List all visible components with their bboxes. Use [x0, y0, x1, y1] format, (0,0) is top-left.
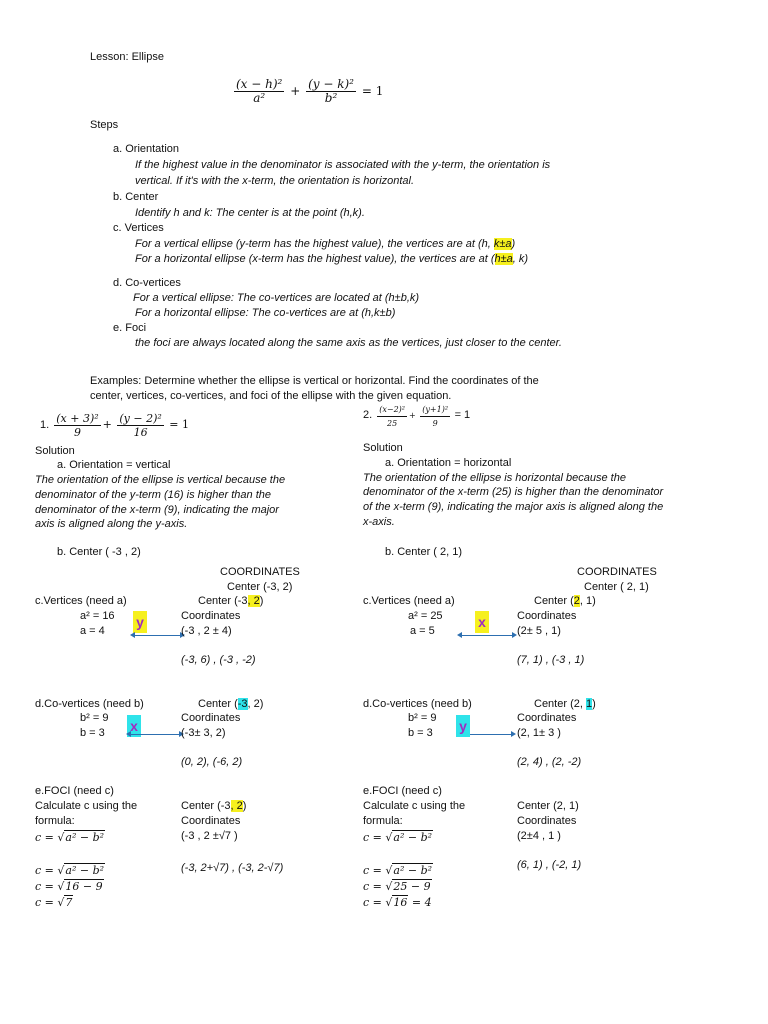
step-foci-title: e. Foci — [113, 322, 147, 334]
example-1-a-value: a = 4 — [80, 625, 105, 637]
example-2-foci-label: e.FOCI (need c) — [363, 785, 442, 797]
ellipse-formula: $\frac{\text{(x − h)²}}{\text{a²}}$ + $\frac{\text{(y − k)²}}{\text{b²}}$ = 1 — [236, 77, 384, 105]
example-2-equation: 2. $\frac{\text{(x−2)²}}{25}$ + $\frac{\text{(y+1)²}}{9}$ = 1 — [363, 404, 471, 428]
example-1-c-eq-4: c = √7 — [35, 896, 73, 909]
example-2-expl-2: denominator of the x-term (25) is higher than the denominator — [363, 486, 664, 498]
step-covertices-title: d. Co-vertices — [113, 277, 181, 289]
example-1-expl-3: denominator of the x-term (9), indicating the major — [35, 504, 279, 516]
example-2-foci-formula-word: formula: — [363, 815, 403, 827]
step-orientation-text-1: If the highest value in the denominator is associated with the y-term, the orientation is — [135, 159, 551, 171]
example-2-center-step: b. Center ( 2, 1) — [385, 546, 463, 558]
example-2-vertices-coords-label: Coordinates — [517, 610, 577, 622]
example-1-foci-center: Center (-3, 2) — [181, 800, 247, 812]
example-1-equation: 1. $\frac{\text{(x + 3)²}}{9}$ + $\frac{\text{(y − 2)²}}{16}$ = 1 — [40, 411, 190, 439]
step-center-text: Identify h and k: The center is at the point (h,k). — [135, 207, 365, 219]
example-1-covertices-center: Center (-3, 2) — [198, 698, 264, 710]
examples-intro-1: Examples: Determine whether the ellipse is vertical or horizontal. Find the coordinates of the — [90, 375, 539, 387]
example-1-expl-4: axis is aligned along the y-axis. — [35, 518, 188, 530]
example-2-expl-1: The orientation of the ellipse is horizontal because the — [363, 472, 626, 484]
example-2-c-eq-2: c = √a² − b² — [363, 864, 433, 877]
example-2-solution: Solution — [363, 442, 403, 454]
example-2-vertices-center: Center (2, 1) — [534, 595, 596, 607]
example-1-solution: Solution — [35, 445, 75, 457]
example-2-foci-result: (6, 1) , (-2, 1) — [517, 859, 582, 871]
example-2-coords-heading: COORDINATES — [577, 566, 657, 578]
example-2-covertices-axis-mark: y — [456, 715, 470, 737]
example-1-foci-calc: Calculate c using the — [35, 800, 138, 812]
example-2-foci-coords-label: Coordinates — [517, 815, 577, 827]
example-2-foci-center: Center (2, 1) — [517, 800, 579, 812]
example-1-coords-center: Center (-3, 2) — [227, 581, 293, 593]
example-1-vertices-result: (-3, 6) , (-3 , -2) — [181, 654, 256, 666]
example-1-covertices-arrow — [130, 734, 180, 735]
step-foci-text: the foci are always located along the same axis as the vertices, just closer to the center. — [135, 337, 562, 349]
example-1-a-squared: a² = 16 — [80, 610, 115, 622]
example-2-b-value: b = 3 — [408, 727, 433, 739]
example-2-covertices-label: d.Co-vertices (need b) — [363, 698, 472, 710]
example-2-foci-formula: (2±4 , 1 ) — [517, 830, 561, 842]
example-2-b-squared: b² = 9 — [408, 712, 437, 724]
example-2-covertices-arrow — [470, 734, 512, 735]
example-2-a-squared: a² = 25 — [408, 610, 443, 622]
example-1-coords-heading: COORDINATES — [220, 566, 300, 578]
step-vertices-text-1: For a vertical ellipse (y-term has the highest value), the vertices are at (h, k±a) — [135, 238, 516, 250]
example-1-foci-formula: (-3 , 2 ±√7 ) — [181, 830, 238, 842]
step-vertices-title: c. Vertices — [113, 222, 164, 234]
example-1-vertices-coords-label: Coordinates — [181, 610, 241, 622]
example-2-covertices-coords-label: Coordinates — [517, 712, 577, 724]
example-1-covertices-axis-mark: x — [127, 715, 141, 737]
example-1-vertices-formula: (-3 , 2 ± 4) — [181, 625, 232, 637]
example-2-vertices-result: (7, 1) , (-3 , 1) — [517, 654, 585, 666]
example-1-center-step: b. Center ( -3 , 2) — [57, 546, 141, 558]
example-2-vertices-label: c.Vertices (need a) — [363, 595, 455, 607]
example-1-orientation: a. Orientation = vertical — [57, 459, 171, 471]
example-2-covertices-formula: (2, 1± 3 ) — [517, 727, 561, 739]
example-1-foci-coords-label: Coordinates — [181, 815, 241, 827]
example-2-orientation: a. Orientation = horizontal — [385, 457, 512, 469]
example-1-c-eq-2: c = √a² − b² — [35, 864, 105, 877]
example-2-foci-calc: Calculate c using the — [363, 800, 466, 812]
example-2-a-value: a = 5 — [410, 625, 435, 637]
example-1-expl-2: denominator of the y-term (16) is higher than the — [35, 489, 272, 501]
steps-heading: Steps — [90, 119, 119, 131]
example-2-expl-3: of the x-term (9), indicating the major axis is aligned along the — [363, 501, 664, 513]
example-1-vertices-arrow — [134, 635, 181, 636]
example-2-c-eq-1: c = √a² − b² — [363, 831, 433, 844]
example-2-expl-4: x-axis. — [363, 516, 395, 528]
example-1-c-eq-3: c = √16 − 9 — [35, 880, 103, 893]
step-covertices-text-1: For a vertical ellipse: The co-vertices are located at (h±b,k) — [133, 292, 420, 304]
example-1-covertices-label: d.Co-vertices (need b) — [35, 698, 144, 710]
example-1-vertices-label: c.Vertices (need a) — [35, 595, 127, 607]
example-1-vertices-center: Center (-3, 2) — [198, 595, 264, 607]
example-1-expl-1: The orientation of the ellipse is vertical because the — [35, 474, 286, 486]
example-1-b-squared: b² = 9 — [80, 712, 109, 724]
example-1-covertices-formula: (-3± 3, 2) — [181, 727, 226, 739]
step-center-title: b. Center — [113, 191, 159, 203]
example-1-foci-label: e.FOCI (need c) — [35, 785, 114, 797]
example-2-c-eq-4: c = √16 = 4 — [363, 896, 432, 909]
example-2-coords-center: Center ( 2, 1) — [584, 581, 649, 593]
step-orientation-title: a. Orientation — [113, 143, 180, 155]
lesson-title: Lesson: Ellipse — [90, 51, 164, 63]
example-1-covertices-result: (0, 2), (-6, 2) — [181, 756, 243, 768]
example-2-vertices-arrow — [461, 635, 513, 636]
example-1-vertices-axis-mark: y — [133, 611, 147, 633]
example-1-covertices-coords-label: Coordinates — [181, 712, 241, 724]
examples-intro-2: center, vertices, co-vertices, and foci of the ellipse with the given equation. — [90, 390, 452, 402]
example-1-c-eq-1: c = √a² − b² — [35, 831, 105, 844]
example-1-foci-result: (-3, 2+√7) , (-3, 2-√7) — [181, 862, 284, 874]
example-1-foci-formula-word: formula: — [35, 815, 75, 827]
step-vertices-text-2: For a horizontal ellipse (x-term has the highest value), the vertices are at (h±a, k) — [135, 253, 529, 265]
example-1-b-value: b = 3 — [80, 727, 105, 739]
example-2-covertices-center: Center (2, 1) — [534, 698, 596, 710]
example-2-covertices-result: (2, 4) , (2, -2) — [517, 756, 582, 768]
example-2-vertices-axis-mark: x — [475, 611, 489, 633]
example-2-c-eq-3: c = √25 − 9 — [363, 880, 431, 893]
step-covertices-text-2: For a horizontal ellipse: The co-vertices are at (h,k±b) — [135, 307, 396, 319]
example-2-vertices-formula: (2± 5 , 1) — [517, 625, 561, 637]
step-orientation-text-2: vertical. If it's with the x-term, the orientation is horizontal. — [135, 175, 415, 187]
